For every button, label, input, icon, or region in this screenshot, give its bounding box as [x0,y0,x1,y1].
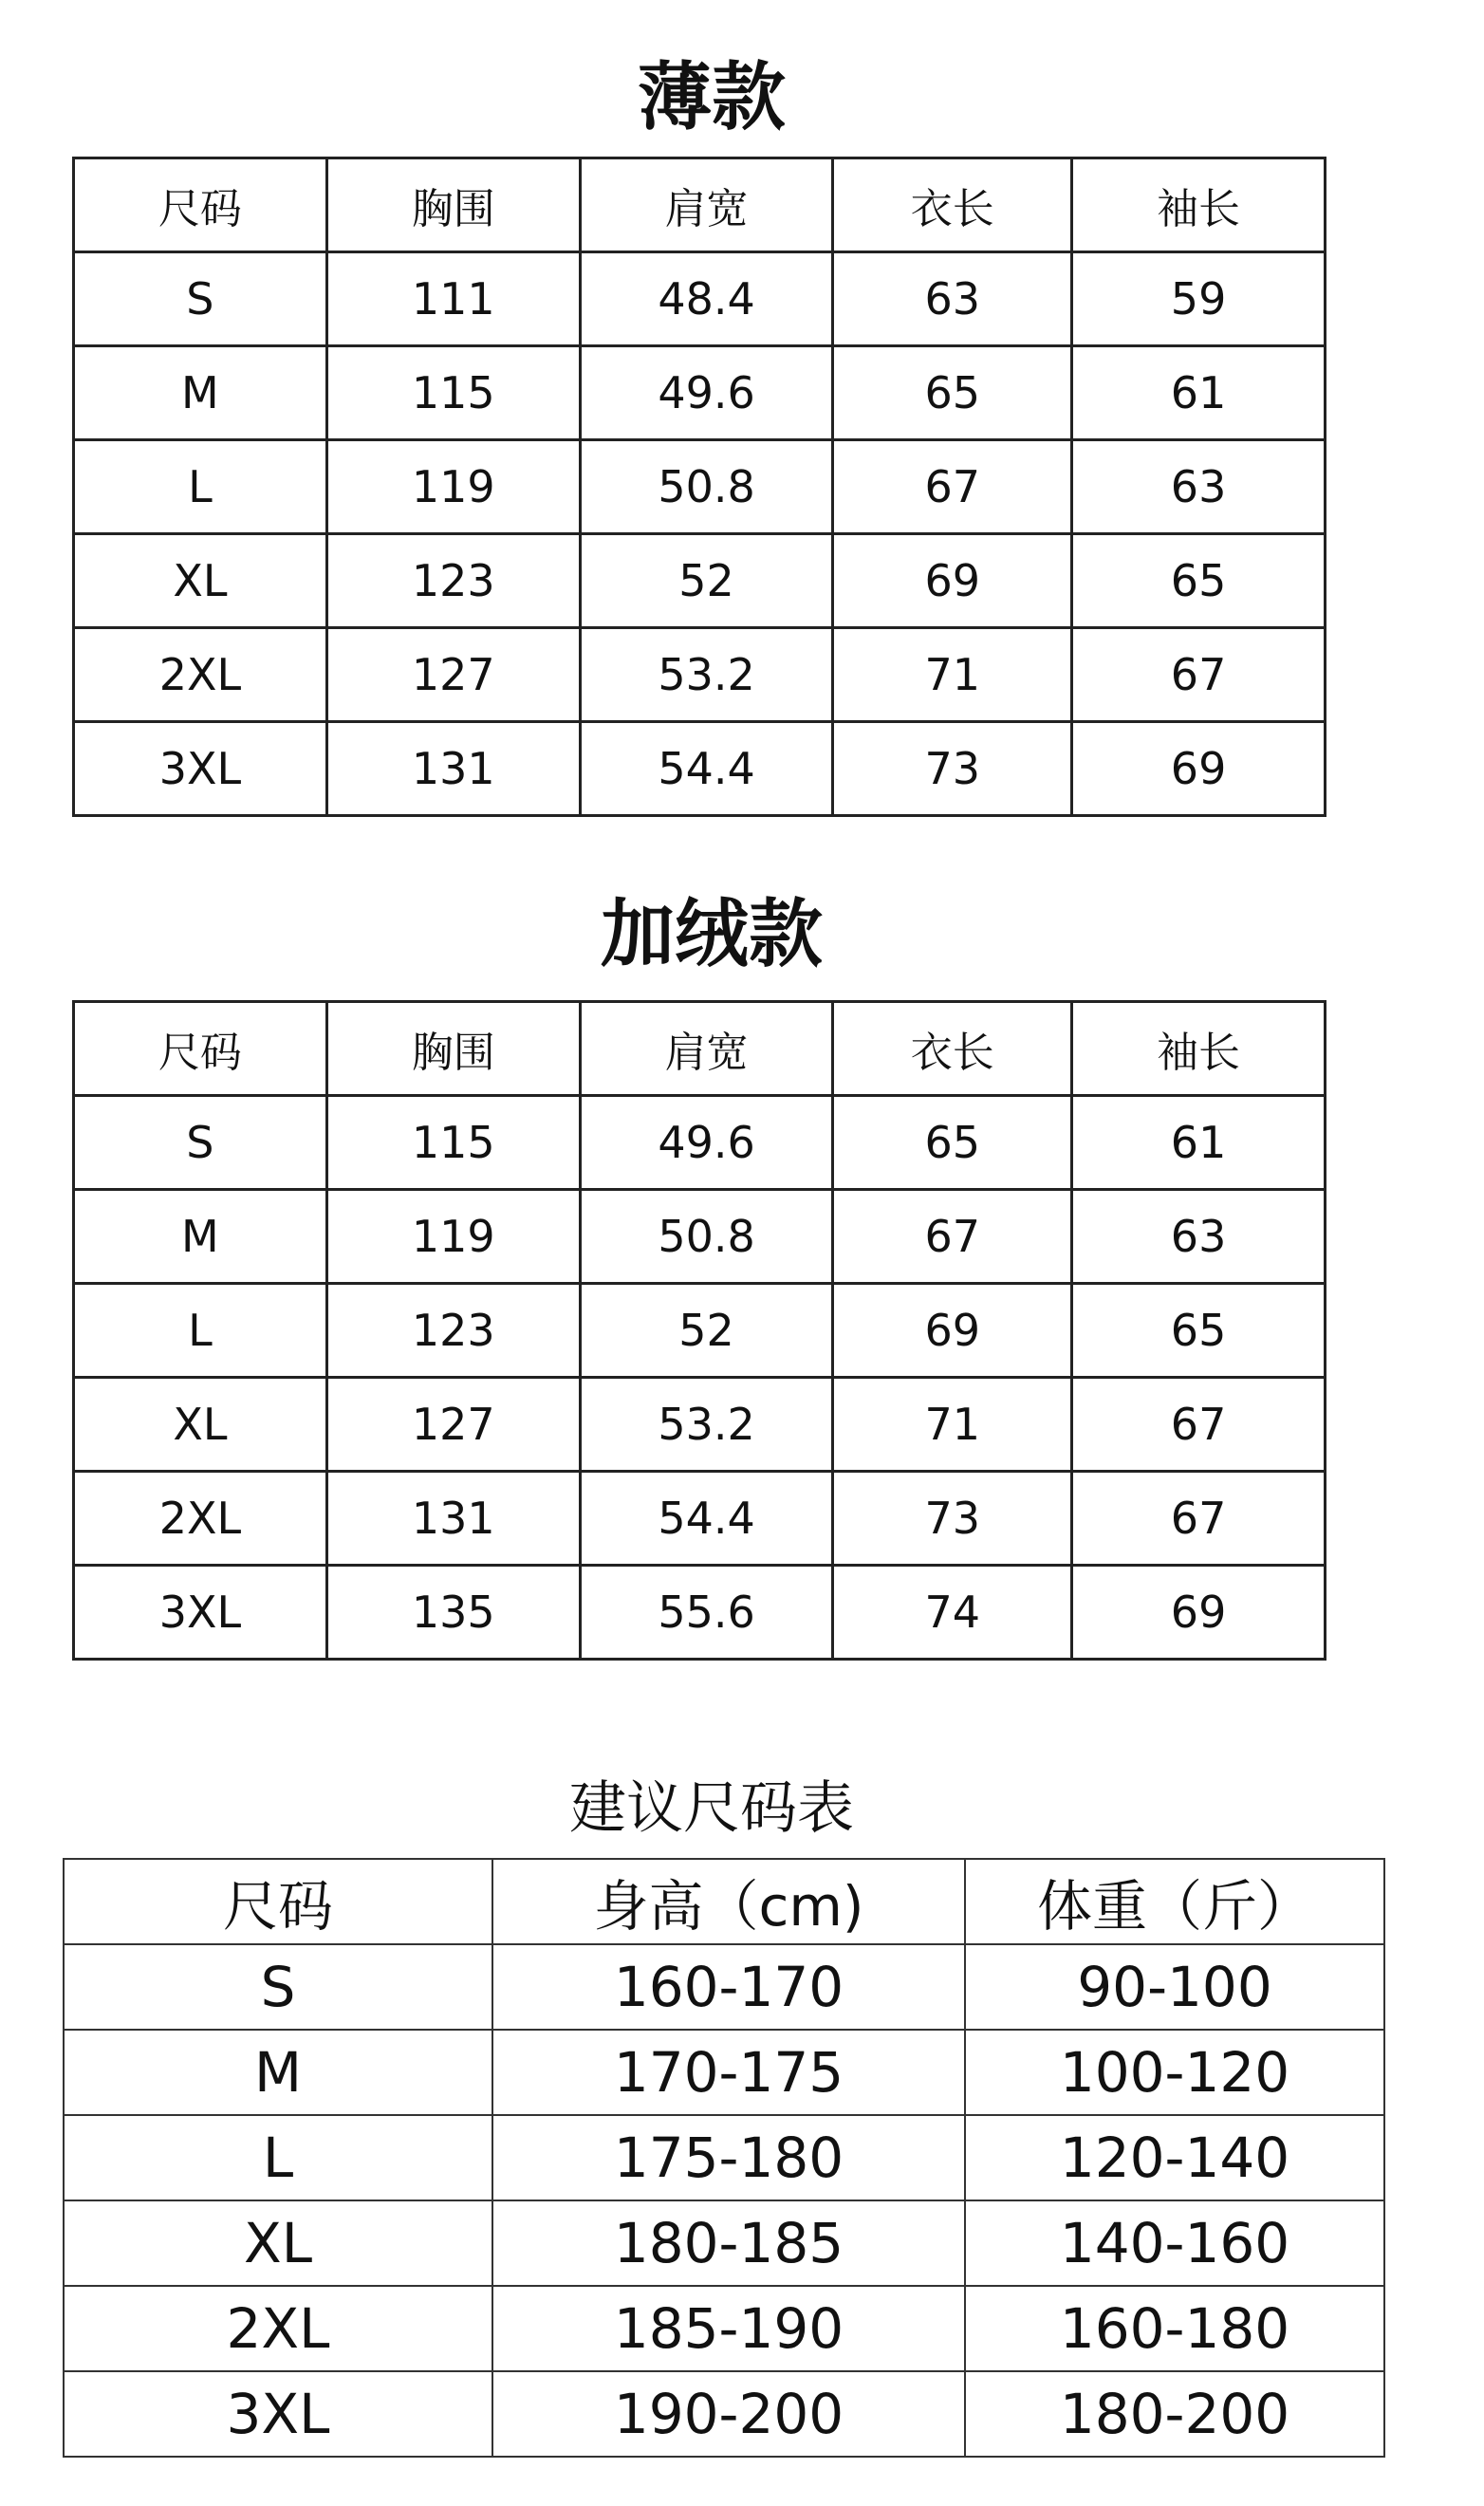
fleece-cell: 127 [326,1378,580,1472]
table-row [64,2030,1384,2115]
table-row [64,1944,1384,2030]
suggest-cell: 160-180 [965,2286,1384,2371]
thin-cell: 63 [833,252,1072,346]
fleece-cell: 74 [833,1566,1072,1660]
table-row [74,440,1326,534]
suggest-header-cell: 尺码 [64,1859,492,1944]
thin-cell: 3XL [74,722,327,816]
fleece-cell: 49.6 [580,1096,833,1190]
suggest-cell: 140-160 [965,2200,1384,2286]
fleece-cell: 119 [326,1190,580,1284]
thin-cell: 67 [833,440,1072,534]
thin-cell: 59 [1072,252,1326,346]
table-row [74,534,1326,628]
fleece-header-cell: 衣长 [833,1002,1072,1096]
thin-header-cell: 胸围 [326,158,580,252]
suggest-header-row [64,1859,1384,1944]
suggest-cell: 180-200 [965,2371,1384,2457]
fleece-header-cell: 胸围 [326,1002,580,1096]
fleece-cell: 73 [833,1472,1072,1566]
thin-cell: 73 [833,722,1072,816]
table-row [74,1096,1326,1190]
table-row [74,1378,1326,1472]
suggest-cell: 2XL [64,2286,492,2371]
thin-cell: 119 [326,440,580,534]
thin-cell: S [74,252,327,346]
fleece-cell: 2XL [74,1472,327,1566]
table-row [74,1472,1326,1566]
table-row [74,722,1326,816]
suggest-cell: 100-120 [965,2030,1384,2115]
fleece-cell: 69 [1072,1566,1326,1660]
thin-cell: 71 [833,628,1072,722]
fleece-cell: 63 [1072,1190,1326,1284]
fleece-cell: M [74,1190,327,1284]
suggest-header-cell: 身高（cm) [492,1859,965,1944]
fleece-cell: 53.2 [580,1378,833,1472]
suggest-cell: 90-100 [965,1944,1384,2030]
thin-cell: 2XL [74,628,327,722]
table-row [74,1190,1326,1284]
fleece-cell: 65 [833,1096,1072,1190]
thin-cell: 48.4 [580,252,833,346]
table-row [74,1566,1326,1660]
fleece-cell: 3XL [74,1566,327,1660]
thin-cell: 52 [580,534,833,628]
fleece-cell: 67 [1072,1378,1326,1472]
fleece-cell: XL [74,1378,327,1472]
thin-cell: M [74,346,327,440]
thin-cell: 131 [326,722,580,816]
thin-cell: 123 [326,534,580,628]
thin-cell: 50.8 [580,440,833,534]
fleece-header-cell: 袖长 [1072,1002,1326,1096]
fleece-table-body [74,1002,1326,1660]
fleece-header-cell: 肩宽 [580,1002,833,1096]
fleece-cell: 50.8 [580,1190,833,1284]
thin-cell: 54.4 [580,722,833,816]
fleece-section-title: 加绒款 [600,892,823,977]
fleece-header-row [74,1002,1326,1096]
suggest-cell: 160-170 [492,1944,965,2030]
fleece-cell: 67 [1072,1472,1326,1566]
thin-cell: 61 [1072,346,1326,440]
suggest-cell: 175-180 [492,2115,965,2200]
fleece-cell: 71 [833,1378,1072,1472]
suggest-cell: 120-140 [965,2115,1384,2200]
table-row [64,2115,1384,2200]
fleece-size-table [72,1000,1326,1661]
suggest-cell: M [64,2030,492,2115]
fleece-cell: 54.4 [580,1472,833,1566]
table-row [74,252,1326,346]
fleece-cell: 65 [1072,1284,1326,1378]
fleece-cell: 115 [326,1096,580,1190]
fleece-cell: 67 [833,1190,1072,1284]
thin-cell: 65 [833,346,1072,440]
table-row [64,2286,1384,2371]
thin-cell: 69 [1072,722,1326,816]
fleece-cell: S [74,1096,327,1190]
table-row [64,2200,1384,2286]
fleece-cell: 131 [326,1472,580,1566]
thin-section-title: 薄款 [637,55,786,140]
thin-cell: XL [74,534,327,628]
table-row [74,1284,1326,1378]
fleece-header-cell: 尺码 [74,1002,327,1096]
suggest-section-title: 建议尺码表 [569,1775,854,1842]
thin-header-cell: 衣长 [833,158,1072,252]
thin-cell: 65 [1072,534,1326,628]
table-row [74,628,1326,722]
table-row [74,346,1326,440]
thin-header-row [74,158,1326,252]
thin-cell: 115 [326,346,580,440]
suggest-cell: 185-190 [492,2286,965,2371]
suggest-table-body [64,1859,1384,2457]
thin-size-table [72,157,1326,817]
thin-header-cell: 袖长 [1072,158,1326,252]
thin-header-cell: 尺码 [74,158,327,252]
suggest-cell: 180-185 [492,2200,965,2286]
fleece-cell: 69 [833,1284,1072,1378]
thin-cell: 67 [1072,628,1326,722]
fleece-cell: 52 [580,1284,833,1378]
suggest-cell: L [64,2115,492,2200]
fleece-cell: 55.6 [580,1566,833,1660]
suggest-size-table [63,1858,1385,2458]
thin-cell: 69 [833,534,1072,628]
thin-cell: 111 [326,252,580,346]
suggest-cell: S [64,1944,492,2030]
thin-cell: L [74,440,327,534]
thin-cell: 63 [1072,440,1326,534]
suggest-cell: 170-175 [492,2030,965,2115]
suggest-cell: 3XL [64,2371,492,2457]
suggest-cell: XL [64,2200,492,2286]
thin-table-body [74,158,1326,816]
thin-cell: 53.2 [580,628,833,722]
suggest-header-cell: 体重（斤） [965,1859,1384,1944]
fleece-cell: 61 [1072,1096,1326,1190]
suggest-cell: 190-200 [492,2371,965,2457]
fleece-cell: L [74,1284,327,1378]
fleece-cell: 135 [326,1566,580,1660]
thin-cell: 127 [326,628,580,722]
table-row [64,2371,1384,2457]
thin-header-cell: 肩宽 [580,158,833,252]
thin-cell: 49.6 [580,346,833,440]
fleece-cell: 123 [326,1284,580,1378]
